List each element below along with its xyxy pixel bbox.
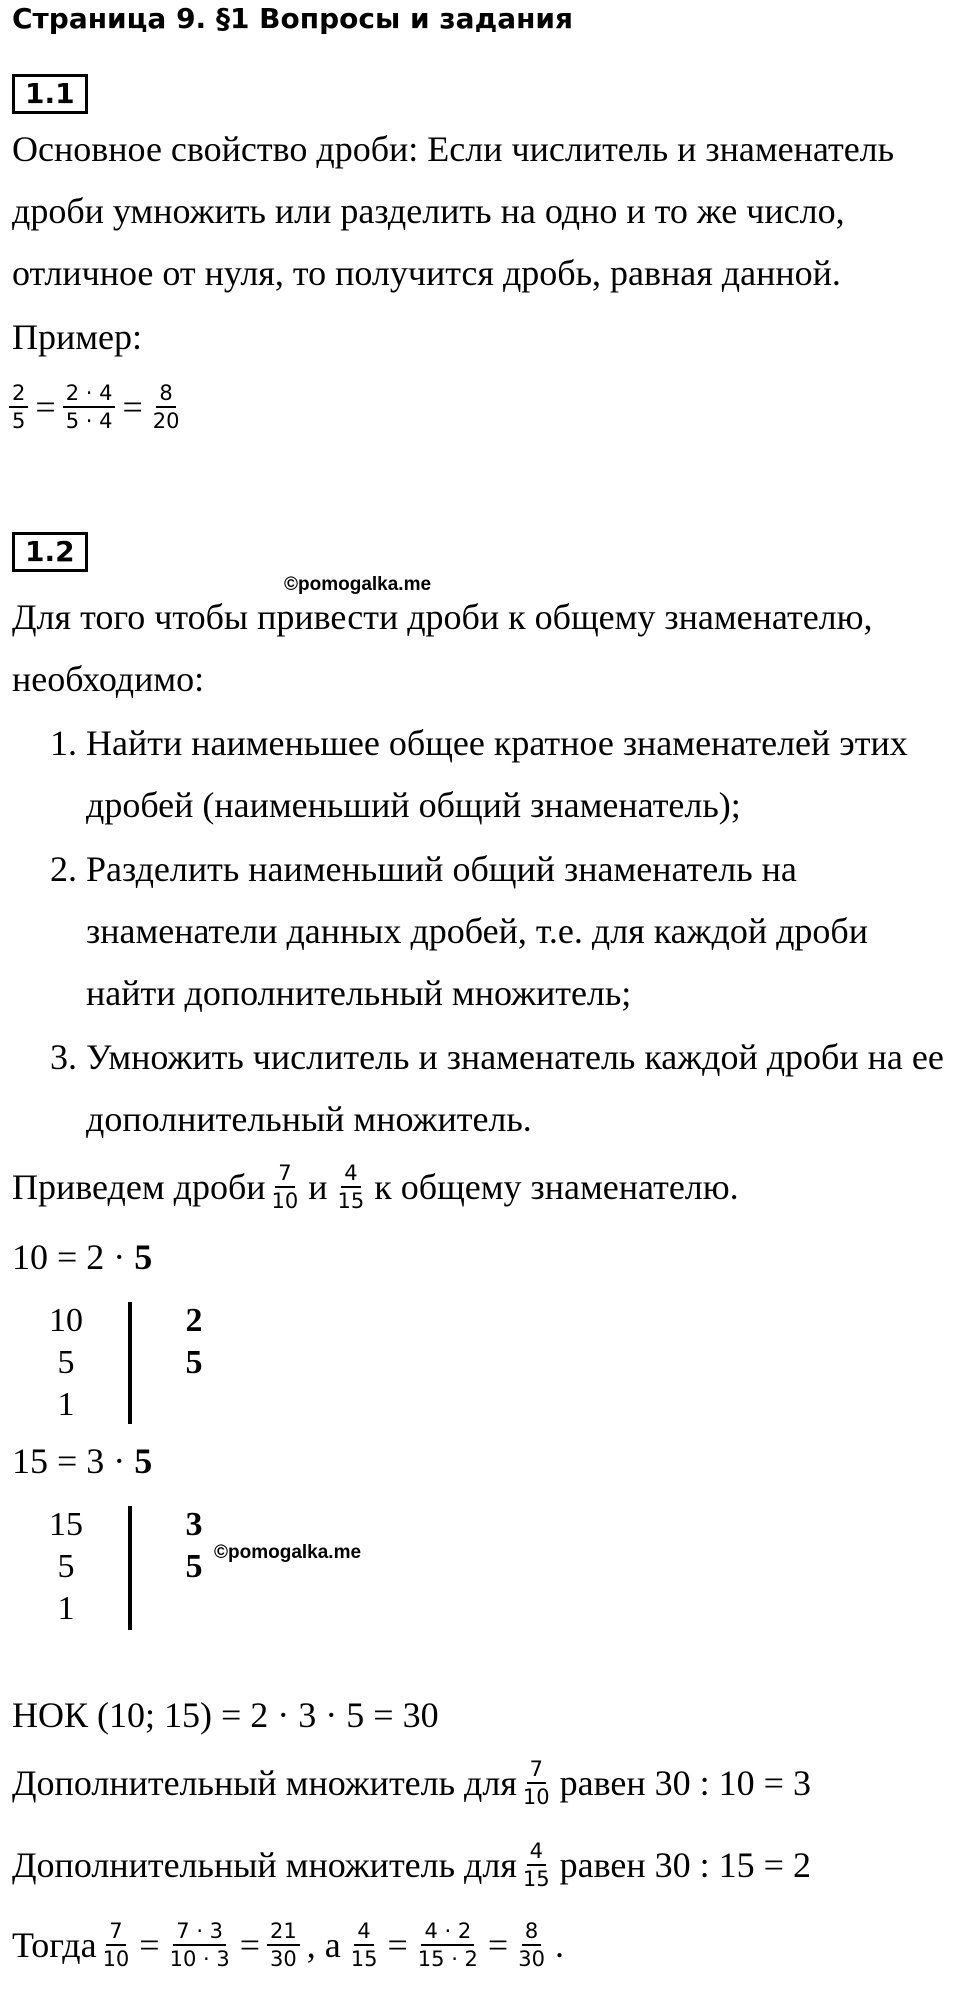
fraction: $\frac{8}{20}$ <box>152 381 180 433</box>
step-line: найти дополнительный множитель; <box>86 973 632 1013</box>
fraction: $\frac{4}{15}$ <box>337 1161 365 1213</box>
step-line: дробей (наименьший общий знаменатель); <box>86 785 741 825</box>
step-number: 3. <box>50 1037 77 1077</box>
fraction: $\frac{4 \cdot 2}{15 \cdot 2}$ <box>417 1919 478 1971</box>
factor-left-column: 15 5 1 <box>49 1506 83 1627</box>
fraction: $\frac{7}{10}$ <box>522 1757 550 1809</box>
fraction: $\frac{2 \cdot 4}{5 \cdot 4}$ <box>63 380 116 434</box>
step-line: знаменатели данных дробей, т.е. для каждой дроби <box>86 911 869 951</box>
step-line: Найти наименьшее общее кратное знаменателей этих <box>86 723 908 763</box>
step-number: 1. <box>50 723 77 763</box>
rule-line-2: дроби умножить или разделить на одно и то же число, <box>12 191 845 231</box>
rule-line-1: Основное свойство дроби: Если числитель и знаменатель <box>12 129 895 169</box>
reduce-sentence: Приведем дроби $\frac{7}{10}$ и $\frac{4}{15}$ к общему знаменателю. <box>12 1161 739 1213</box>
step-line: Разделить наименьший общий знаменатель на <box>86 849 797 889</box>
multiplier-line-1: Дополнительный множитель для $\frac{7}{10}$ равен 30 : 10 = 3 <box>12 1757 811 1809</box>
fraction: $\frac{4}{15}$ <box>522 1839 550 1891</box>
page-title: Страница 9. §1 Вопросы и задания <box>12 2 574 35</box>
rule-line-3: отличное от нуля, то получится дробь, равная данной. <box>12 253 841 293</box>
section-label-1-1: 1.1 <box>12 74 88 114</box>
step-number: 2. <box>50 849 77 889</box>
fraction: $\frac{4}{15}$ <box>350 1919 378 1971</box>
fraction: $\frac{7}{10}$ <box>102 1919 130 1971</box>
factor-equation-10: 10 = 2 · 5 <box>12 1237 153 1277</box>
example-label: Пример: <box>12 317 143 357</box>
factor-right-column: 3 5 <box>185 1506 203 1585</box>
step-line: Умножить числитель и знаменатель каждой дроби на ее <box>86 1037 944 1077</box>
fraction: $\frac{2}{5}$ <box>9 380 28 434</box>
factor-divider <box>128 1506 132 1630</box>
intro-line-1: Для того чтобы привести дроби к общему знаменателю, <box>12 597 873 637</box>
intro-line-2: необходимо: <box>12 659 205 699</box>
multiplier-line-2: Дополнительный множитель для $\frac{4}{15}$ равен 30 : 15 = 2 <box>12 1839 811 1891</box>
watermark: ©pomogalka.me <box>214 1542 362 1563</box>
fraction: $\frac{7}{10}$ <box>271 1161 299 1213</box>
section-label-1-2: 1.2 <box>12 532 88 572</box>
example-equation: $\frac{2}{5}$ = $\frac{2 \cdot 4}{5 \cdot 4}$ = $\frac{8}{20}$ <box>6 380 185 434</box>
factor-left-column: 10 5 1 <box>49 1302 83 1423</box>
fraction: $\frac{7 \cdot 3}{10 \cdot 3}$ <box>169 1919 230 1971</box>
factor-right-column: 2 5 <box>185 1302 203 1381</box>
lcm-line: НОК (10; 15) = 2 · 3 · 5 = 30 <box>12 1695 439 1735</box>
factor-equation-15: 15 = 3 · 5 <box>12 1441 153 1481</box>
fraction: $\frac{8}{30}$ <box>518 1919 545 1971</box>
watermark: ©pomogalka.me <box>284 574 432 595</box>
factor-divider <box>128 1302 132 1424</box>
step-line: дополнительный множитель. <box>86 1099 532 1139</box>
result-line: Тогда $\frac{7}{10}$ = $\frac{7 \cdot 3}{10 \cdot 3}$ = $\frac{21}{30}$ , а $\frac{4}{15}$ = $\frac{4 \cdot 2}{15 \cdot 2}$ = $\frac{8}{30}$ . <box>12 1919 564 1971</box>
fraction: $\frac{21}{30}$ <box>267 1918 300 1972</box>
